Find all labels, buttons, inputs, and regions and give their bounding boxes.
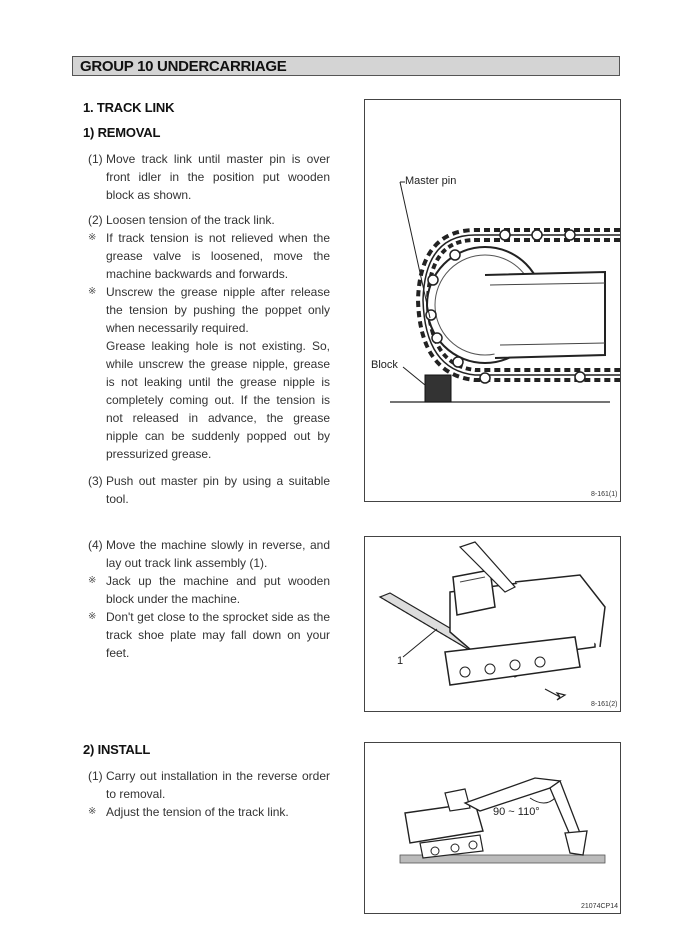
step-text: Carry out installation in the reverse order to removal. [106,769,330,801]
removal-step-2-block [88,211,330,463]
step-marker: (3) [88,474,103,488]
label-part-1: 1 [397,655,404,667]
removal-note-1 [88,229,330,283]
excavator-angle-illustration [365,743,622,915]
step-text: Move the machine slowly in reverse, and lay out track link assembly (1). [106,538,330,570]
step-text: Move track link until master pin is over front idler in the position put wooden block as shown. [106,152,330,202]
figure-track-layout [364,536,621,712]
install-step-1 [88,767,330,803]
install-step-block [88,767,330,821]
install-title: 2) INSTALL [83,742,151,757]
figure-caption: 8-161(1) [591,491,618,498]
removal-step-4-block [88,536,330,662]
removal-step-4 [88,536,330,572]
removal-step-3 [88,472,330,508]
step-marker: (1) [88,769,103,783]
step-marker: (2) [88,213,103,227]
note-marker: ※ [88,611,97,622]
note-text: If track tension is not relieved when the grease valve is loosened, move the machine backwards and forwards. [106,231,330,281]
install-note-1 [88,803,330,821]
figure-install-angle [364,742,621,914]
removal-note-2 [88,283,330,337]
header-title: GROUP 10 UNDERCARRIAGE [80,58,287,75]
figure-caption: 8-161(2) [591,701,618,708]
removal-note-3 [88,572,330,608]
step-marker: (4) [88,538,103,552]
removal-step-1 [88,150,330,204]
removal-step-2 [88,211,330,229]
step-marker: (1) [88,152,103,166]
removal-title: 1) REMOVAL [83,125,161,140]
label-block: Block [371,359,398,371]
figure-caption: 21074CP14 [581,903,618,910]
excavator-track-illustration [365,537,622,713]
step-text: Loosen tension of the track link. [106,213,275,227]
figure-track-master-pin [364,99,621,502]
step-text: Push out master pin by using a suitable tool. [106,474,330,506]
note-text: Grease leaking hole is not existing. So, while unscrew the grease nipple, grease is not leaking until the grease nipple is completely coming out. If the tension is not released in advance, the grease nipple can be suddenly popped out by pressurized grease. [106,339,330,461]
track-idler-illustration [365,100,622,503]
note-text: Jack up the machine and put wooden block under the machine. [106,574,330,606]
removal-note-2-continued [88,337,330,463]
page-header [72,56,620,76]
label-master-pin: Master pin [405,175,457,187]
note-text: Unscrew the grease nipple after release the tension by pushing the poppet only when necessarily required. [106,285,330,335]
note-text: Don't get close to the sprocket side as the track shoe plate may fall down on your feet. [106,610,330,660]
note-marker: ※ [88,575,97,586]
note-text: Adjust the tension of the track link. [106,805,289,819]
section-title: 1. TRACK LINK [83,100,175,115]
removal-note-4 [88,608,330,662]
label-angle: 90 ~ 110° [493,806,540,818]
note-marker: ※ [88,232,97,243]
note-marker: ※ [88,286,97,297]
note-marker: ※ [88,806,97,817]
